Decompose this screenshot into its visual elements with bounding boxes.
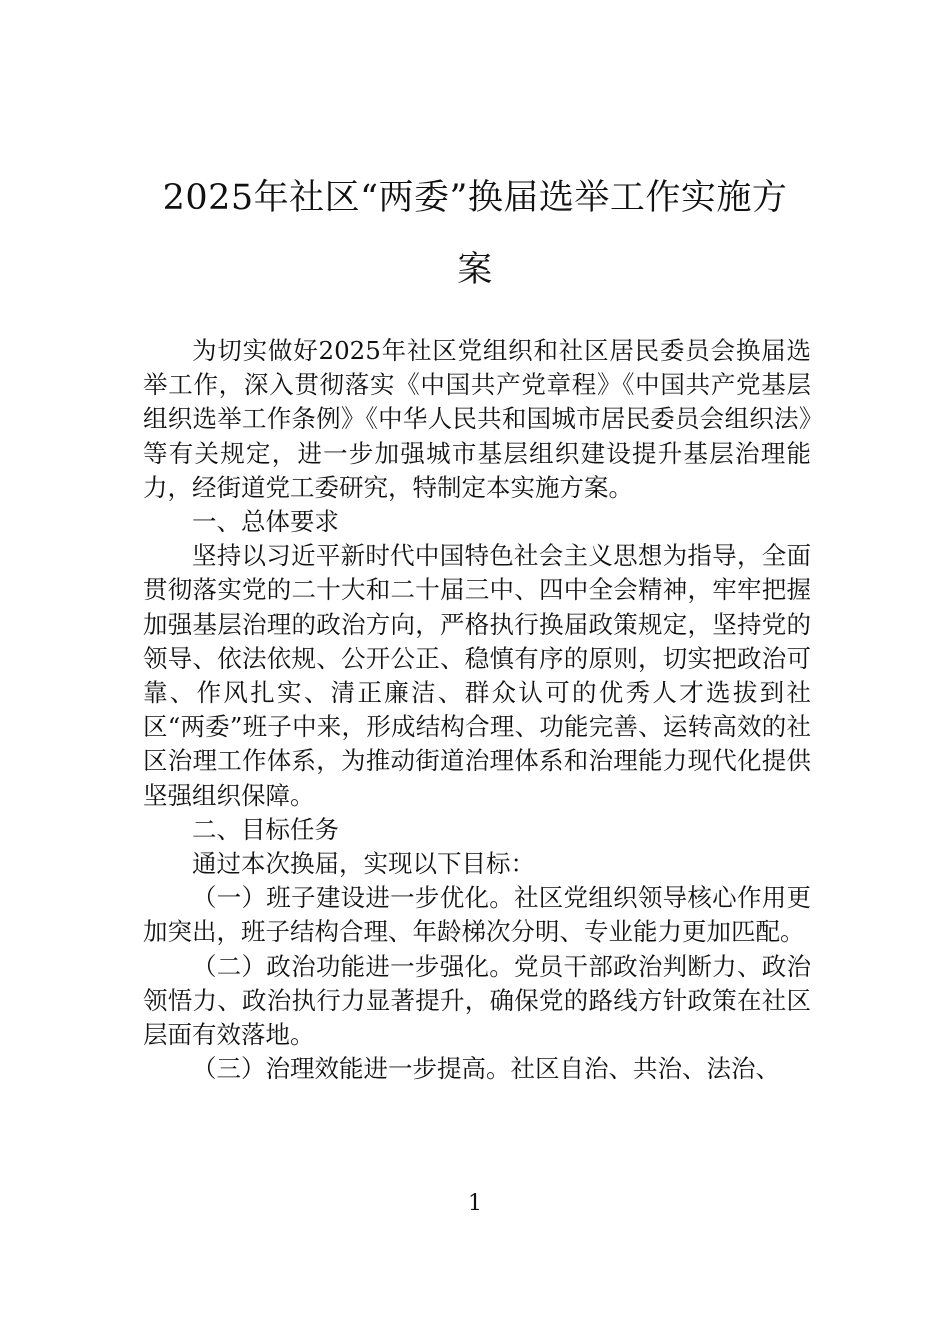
title-line-1: 2025年社区“两委”换届选举工作实施方 (162, 178, 788, 218)
general-requirements-paragraph: 坚持以习近平新时代中国特色社会主义思想为指导，全面贯彻落实党的二十大和二十届三中、四中全会精神，牢牢把握加强基层治理的政治方向，严格执行换届政策规定，坚持党的领导、依法依规、公开公正、稳慎有序的原则，切实把政治可靠、作风扎实、清正廉洁、群众认可的优秀人才选拔到社区“两委”班子中来，形成结构合理、功能完善、运转高效的社区治理工作体系，为推动街道治理体系和治理能力现代化提供坚强组织保障。 (143, 541, 811, 810)
section-heading-general-requirements: 一、总体要求 (192, 507, 339, 537)
intro-paragraph: 为切实做好2025年社区党组织和社区居民委员会换届选举工作，深入贯彻落实《中国共产党章程》《中国共产党基层组织选举工作条例》《中华人民共和国城市居民委员会组织法》等有关规定，进一步加强城市基层组织建设提升基层治理能力，经街道党工委研究，特制定本实施方案。 (143, 336, 811, 502)
goal-item-1: （一）班子建设进一步优化。社区党组织领导核心作用更加突出，班子结构合理、年龄梯次分明、专业能力更加匹配。 (143, 883, 811, 947)
document-title (120, 162, 830, 306)
page-number: 1 (468, 1191, 482, 1216)
goal-item-3: （三）治理效能进一步提高。社区自治、共治、法治、 (192, 1054, 780, 1084)
document-body (143, 334, 811, 1086)
goal-item-2: （二）政治功能进一步强化。党员干部政治判断力、政治领悟力、政治执行力显著提升，确保党的路线方针政策在社区层面有效落地。 (143, 951, 811, 1050)
goals-intro-paragraph: 通过本次换届，实现以下目标： (192, 849, 535, 879)
section-heading-goals-tasks: 二、目标任务 (192, 814, 339, 844)
title-line-2: 案 (457, 250, 493, 290)
